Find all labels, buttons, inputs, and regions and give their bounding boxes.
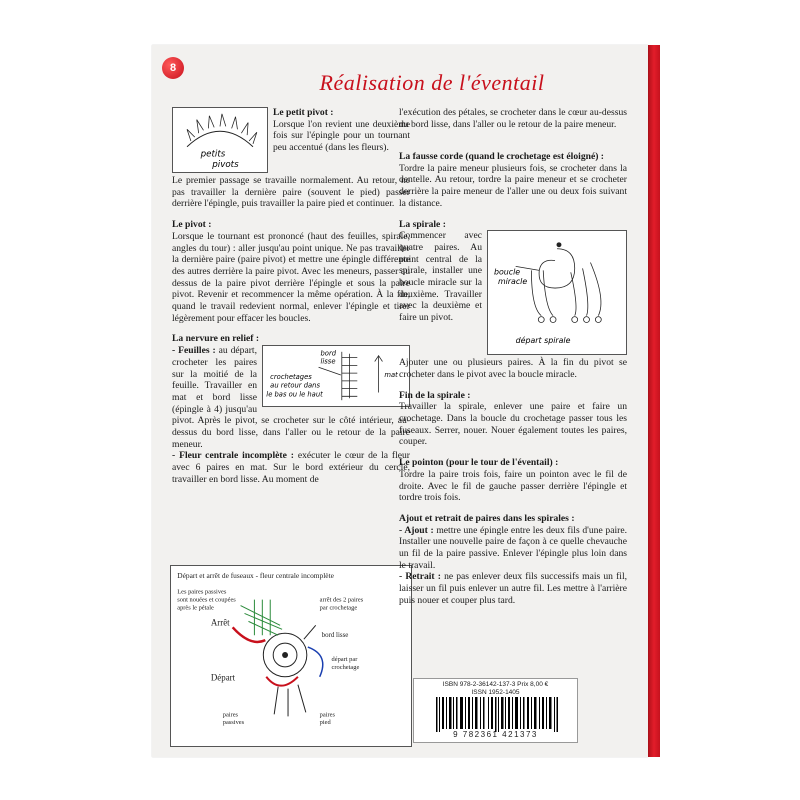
heading-petit-pivot: Le petit pivot :	[273, 107, 334, 118]
heading-pointon: Le pointon (pour le tour de l'éventail) :	[399, 457, 559, 469]
section-petit-pivot	[172, 107, 410, 210]
text-petit-pivot-intro: Lorsque l'on revient une deuxième fois sur l'épingle pour un tournant peu accentué (dans les fleurs).	[273, 118, 410, 154]
page-title: Réalisation de l'éventail	[319, 70, 545, 95]
barcode-bars	[436, 697, 558, 732]
petit-pivot-label-2: pivots	[212, 160, 239, 171]
page-number-badge: 8	[162, 57, 184, 79]
fleur-depart-crochet-1: départ par	[331, 655, 358, 663]
text-feuilles: au départ, crocheter les paires sur la moitié de la feuille. Travailler en mat et bord lisse (épingle à 4) jusqu'au pivot. Après le pivot, se crocheter sur le côté intérieur, au-dessus du bord lisse, dans l'aller ou le retour de la paire meneur.	[172, 345, 410, 450]
right-column	[399, 107, 627, 616]
barcode-box	[413, 678, 578, 743]
fleur-crochet-note-1: arrêt des 2 paires	[319, 596, 364, 604]
heading-ajout-retrait: Ajout et retrait de paires dans les spirales :	[399, 512, 575, 524]
fleur-paires-2: passives	[222, 719, 245, 727]
isbn-line: ISBN 978-2-36142-137-3 Prix 8,00 €	[442, 681, 549, 688]
petit-pivot-sketch	[172, 107, 268, 173]
issn-line: ISSN 1952-1405	[471, 689, 520, 696]
text-pivot-body: Lorsque le tournant est prononcé (haut des feuilles, spirale, angles du tour) : aller jusqu'au point unique. Ne pas travailler la dernière paire (paire pivot) et mettre une épingle différente des autres derrière la paire pivot. Avec les meneurs, passer au dessus de la paire pivot derrière l'épingle et sous la paire pivot. Revenir et recommencer la même opération. À la fin, quand le travail redevient normal, enlever l'épingle et tirer légèrement pour effacer les boucles.	[172, 230, 410, 324]
fleur-depart-crochet-2: crochetage	[331, 663, 360, 671]
text-spirale-intro: Commencer avec quatre paires. Au point central de la spirale, installer une boucle miracle sur la deuxième. Travailler avec la deuxième et faire un pivot.	[399, 230, 482, 324]
text-fleur-continuation: l'exécution des pétales, se crocheter dans le cœur au-dessus du bord lisse, dans l'aller ou le retour de la paire meneur.	[399, 107, 627, 130]
book-spine	[648, 45, 660, 757]
fleur-paires-1: paires	[222, 711, 239, 719]
section-pivot	[172, 219, 410, 324]
section-ajout-retrait	[399, 513, 627, 607]
heading-nervure: La nervure en relief :	[172, 333, 260, 345]
book-page	[152, 45, 648, 757]
text-fausse-corde: Tordre la paire meneur plusieurs fois, se crocheter dans la dentelle. Au retour, tordre la paire meneur et se crocheter derrière la paire meneur de l'aller une ou deux fois suivant la distance.	[399, 162, 627, 209]
barcode-digits: 9 782361 421373	[453, 730, 538, 739]
nervure-sketch	[262, 345, 410, 407]
nervure-label-1: bord	[320, 349, 337, 358]
nervure-label-3: crochetages	[270, 373, 312, 382]
label-fleur-centrale: - Fleur centrale incomplète :	[172, 450, 294, 462]
fleur-note-2: sont nouées et coupées	[177, 596, 236, 604]
heading-fin-spirale: Fin de la spirale :	[399, 389, 471, 401]
nervure-label-4: au retour dans	[270, 381, 320, 390]
label-retrait: - Retrait :	[399, 571, 441, 583]
left-column	[172, 107, 410, 495]
fleur-bord-lisse: bord lisse	[321, 632, 349, 640]
fleur-note-3: après le pétale	[177, 604, 214, 612]
fleur-continuation	[399, 107, 627, 130]
fleur-note-1: Les paires passives	[177, 588, 227, 596]
text-petit-pivot-body: Le premier passage se travaille normalement. Au retour, ne pas travailler la dernière paire (souvent le pied) passer derrière l'épingle, puis travailler la paire pied et continuer.	[172, 175, 410, 210]
text-spirale-body: Ajouter une ou plusieurs paires. À la fin du pivot se crocheter dans le pivot avec la boucle miracle.	[399, 357, 627, 380]
section-pointon	[399, 457, 627, 504]
text-fleur-centrale: exécuter le cœur de la fleur avec 6 paires en mat. Sur le bord extérieur du cercle, travailler en bord lisse. Au moment de	[172, 450, 410, 485]
petit-pivot-label-1: petits	[200, 149, 226, 160]
spirale-sketch	[487, 230, 627, 355]
spirale-label-1: boucle	[494, 267, 521, 277]
fleur-pied-2: pied	[319, 719, 331, 727]
text-fin-spirale: Travailler la spirale, enlever une paire et faire un crochetage. Dans la boucle du crochetage passer tous les fuseaux. Serrer, nouer. Nouer également toutes les paires, couper.	[399, 401, 627, 448]
spirale-label-2: miracle	[497, 277, 528, 287]
spirale-label-3: départ spirale	[515, 336, 571, 346]
section-spirale	[399, 219, 627, 381]
text-retrait: ne pas enlever deux fils successifs mais un fil, laisser un fil puis enlever un autre fil. Les mettre à l'arrière puis nouer et couper plus tard.	[399, 571, 628, 606]
label-ajout: - Ajout :	[399, 524, 434, 536]
fleur-sketch	[170, 565, 412, 747]
fleur-arret: Arrêt	[210, 617, 230, 628]
text-ajout: mettre une épingle entre les deux fils d'une paire. Installer une nouvelle paire de façon à ce quelle chevauche un fil de la paire passive. Enlever l'épingle plus loin dans le travail.	[399, 524, 627, 571]
fleur-title: Départ et arrêt de fuseaux - fleur centrale incomplète	[177, 570, 334, 580]
heading-fausse-corde: La fausse corde (quand le crochetage est éloigné) :	[399, 151, 604, 162]
heading-spirale: La spirale :	[399, 218, 446, 230]
label-feuilles: - Feuilles :	[172, 345, 216, 357]
nervure-label-5: le bas ou le haut	[266, 390, 323, 399]
heading-pivot: Le pivot :	[172, 219, 212, 231]
section-fin-spirale	[399, 390, 627, 449]
section-nervure	[172, 333, 410, 485]
section-fausse-corde	[399, 151, 627, 210]
nervure-label-2: lisse	[320, 357, 336, 366]
nervure-label-6: mat	[384, 371, 398, 380]
fleur-depart: Départ	[210, 672, 236, 683]
fleur-pied-1: paires	[319, 711, 335, 719]
fleur-crochet-note-2: par crochetage	[319, 604, 358, 612]
text-pointon: Tordre la paire trois fois, faire un pointon avec le fil de droite. Avec le fil de gauche passer derrière l'épingle et tordre trois fois.	[399, 468, 627, 504]
